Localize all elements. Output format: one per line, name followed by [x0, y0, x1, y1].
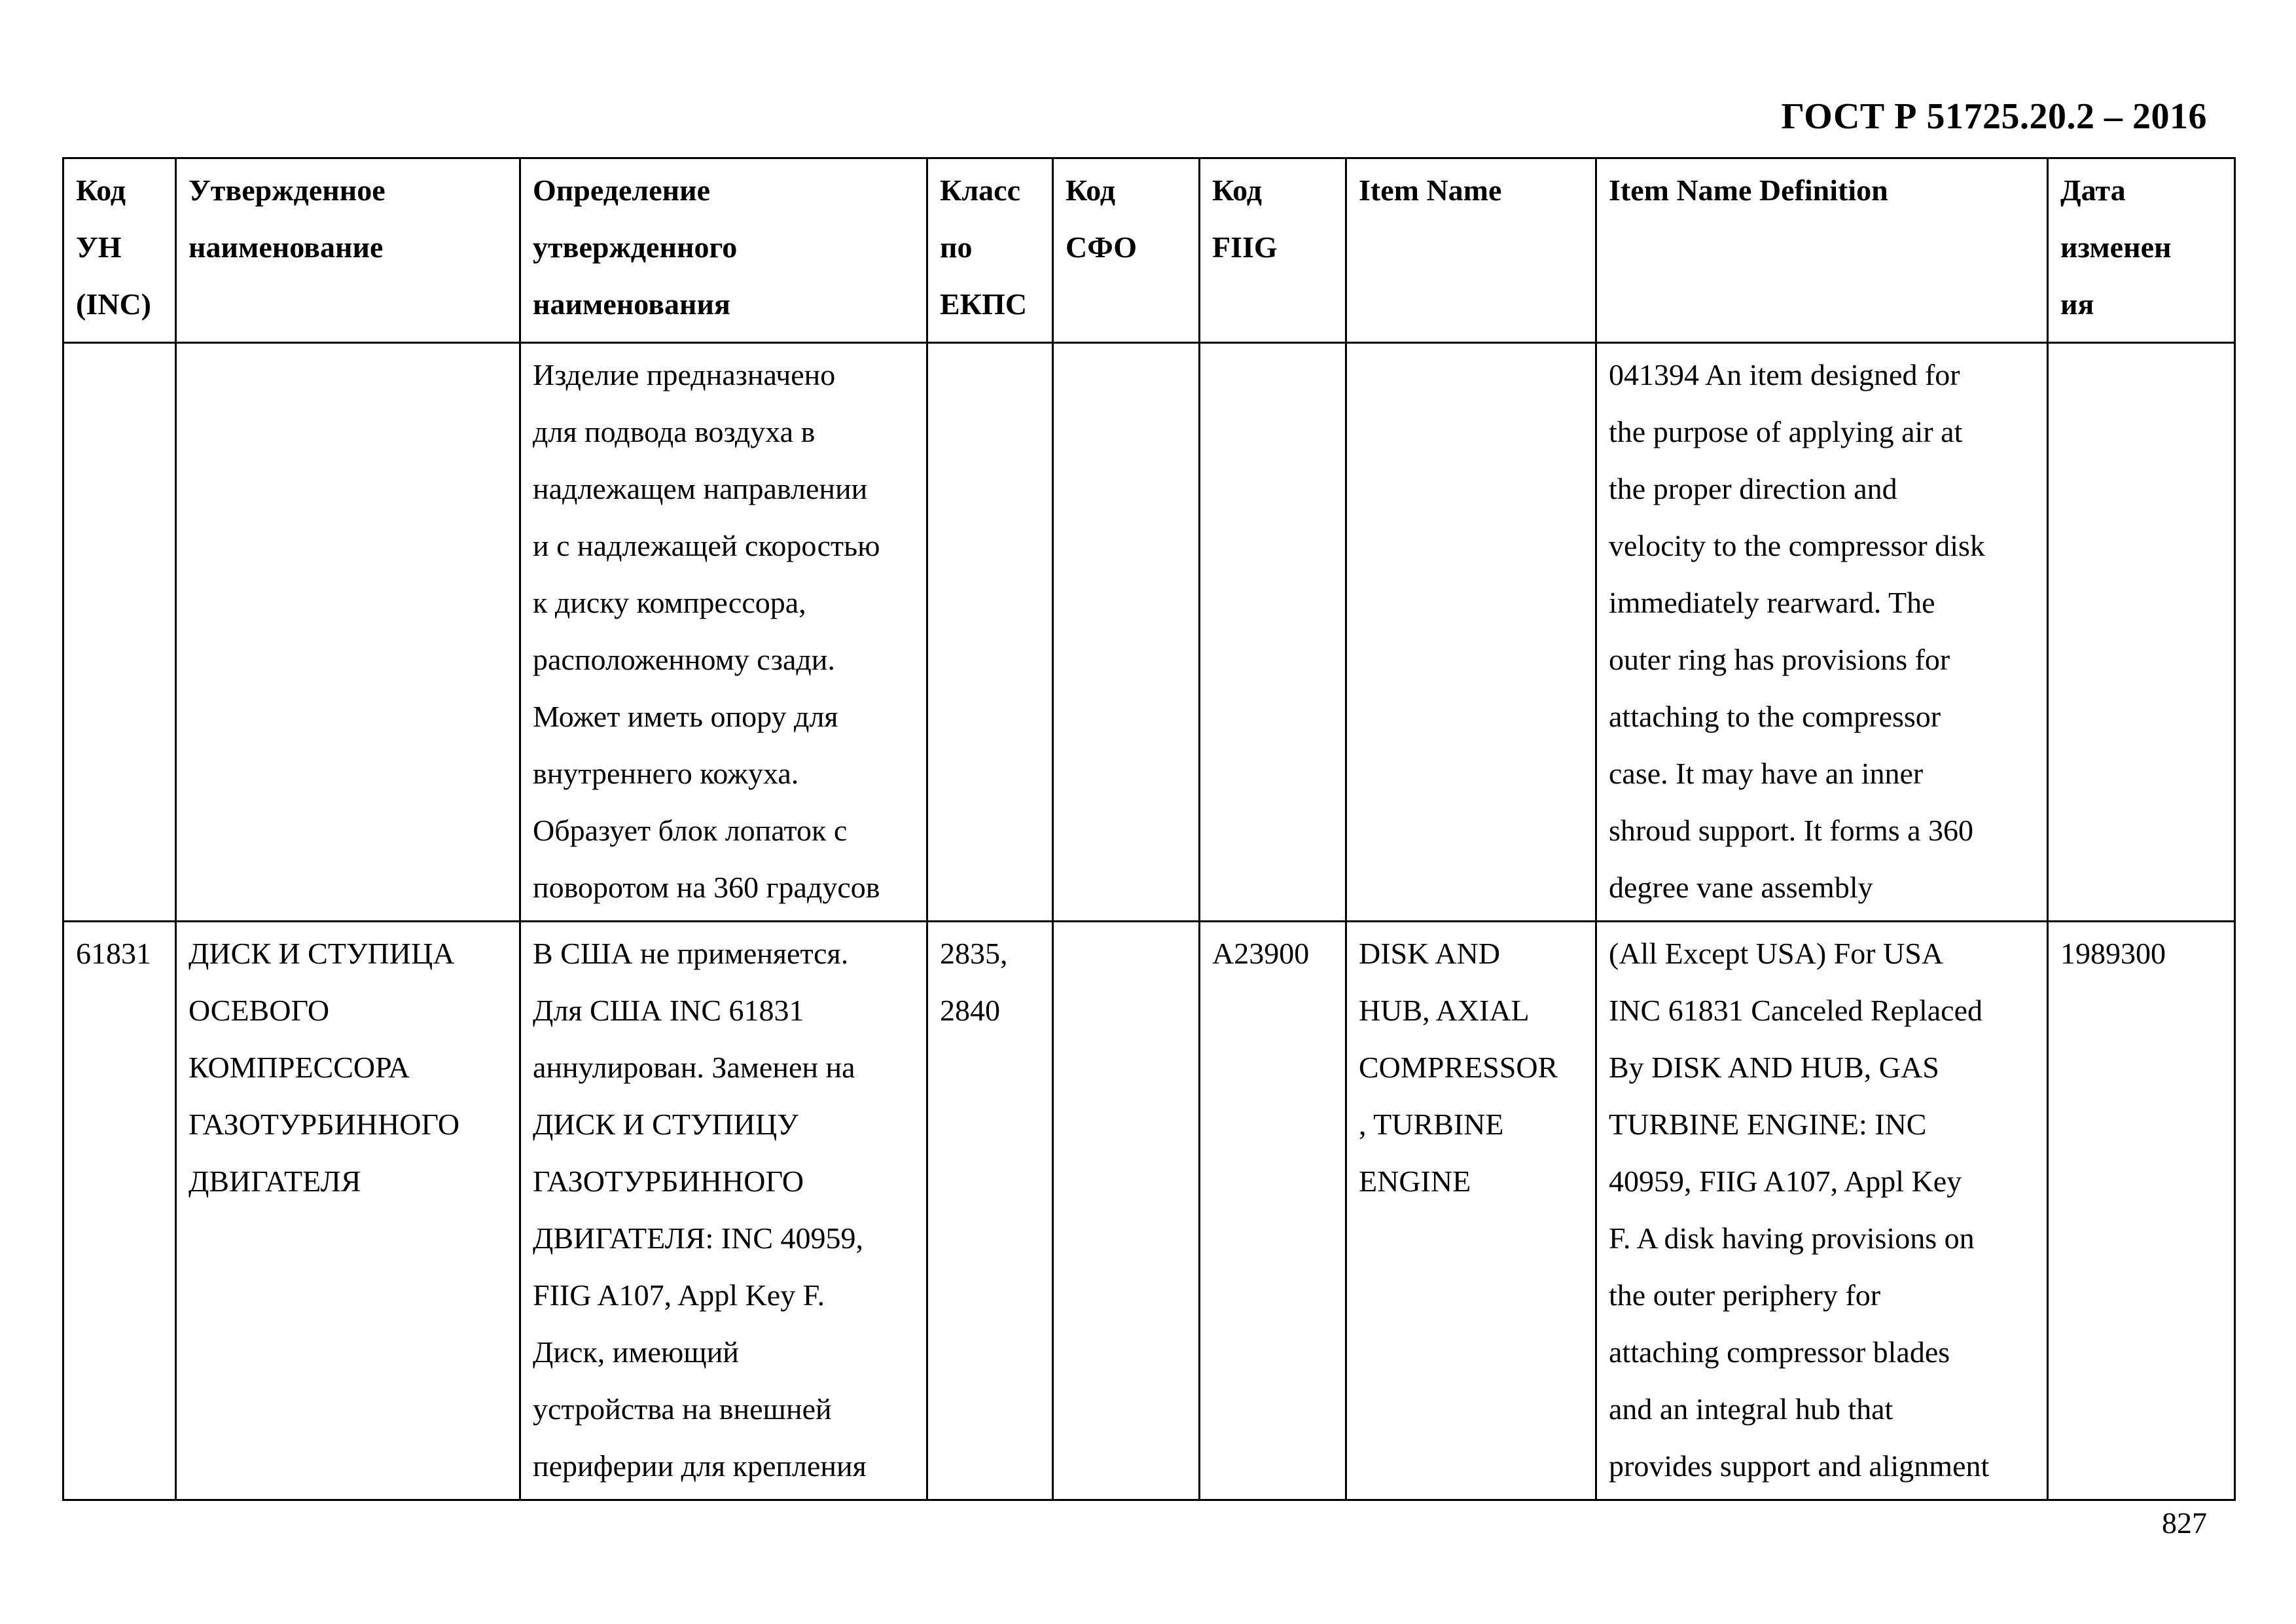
- cell-text-line: ОСЕВОГО: [188, 994, 330, 1027]
- cell-text-line: Код: [1066, 173, 1116, 207]
- cell-text-line: HUB, AXIAL: [1359, 994, 1530, 1027]
- cell-text-line: утвержденного: [533, 230, 738, 264]
- cell-text-line: attaching compressor blades: [1609, 1335, 1950, 1369]
- cell-text-line: F. A disk having provisions on: [1609, 1221, 1975, 1255]
- cell-text-line: 40959, FIIG A107, Appl Key: [1609, 1164, 1962, 1198]
- cell-text-line: FIIG A107, Appl Key F.: [533, 1278, 825, 1312]
- cell-item-name-definition: [1596, 343, 2048, 922]
- cell-approved-name: [176, 922, 520, 1500]
- cell-item-name: [1346, 343, 1596, 922]
- cell-text-line: Диск, имеющий: [533, 1335, 739, 1369]
- table-header-row: [63, 158, 2235, 343]
- cell-text-line: the purpose of applying air at: [1609, 415, 1963, 448]
- cell-text-line: аннулирован. Заменен на: [533, 1051, 855, 1084]
- cell-text-line: для подвода воздуха в: [533, 415, 816, 448]
- cell-text-line: TURBINE ENGINE: INC: [1609, 1108, 1927, 1141]
- cell-text-line: УН: [76, 230, 122, 264]
- cell-approved-name: [176, 343, 520, 922]
- cell-text-line: ENGINE: [1359, 1164, 1471, 1198]
- page-number: 827: [2162, 1506, 2207, 1540]
- cell-text-line: Определение: [533, 173, 711, 207]
- cell-text-line: по: [940, 230, 973, 264]
- cell-text-line: ГАЗОТУРБИННОГО: [533, 1164, 804, 1198]
- cell-text-line: outer ring has provisions for: [1609, 643, 1950, 676]
- cell-text-line: и с надлежащей скоростью: [533, 529, 880, 562]
- cell-inc: [63, 343, 176, 922]
- cell-text-line: Код: [1212, 173, 1263, 207]
- cell-sfo: [1053, 343, 1200, 922]
- cell-definition: [520, 922, 927, 1500]
- cell-text-line: Образует блок лопаток с: [533, 814, 848, 847]
- cell-text-line: shroud support. It forms a 360: [1609, 814, 1974, 847]
- cell-text-line: Класс: [940, 173, 1020, 207]
- cell-change-date: [2048, 922, 2235, 1500]
- cell-text-line: (INC): [76, 287, 151, 321]
- cell-text-line: and an integral hub that: [1609, 1392, 1893, 1426]
- cell-text-line: (All Except USA) For USA: [1609, 937, 1944, 970]
- table-row: [63, 343, 2235, 922]
- cell-class: [927, 922, 1053, 1500]
- cell-text-line: СФО: [1066, 230, 1138, 264]
- cell-text-line: DISK AND: [1359, 937, 1500, 970]
- cell-text-line: периферии для крепления: [533, 1449, 867, 1483]
- cell-text-line: INC 61831 Canceled Replaced: [1609, 994, 1982, 1027]
- cell-text-line: ДВИГАТЕЛЯ: INC 40959,: [533, 1221, 864, 1255]
- cell-text-line: provides support and alignment: [1609, 1449, 1990, 1483]
- cell-inc: [63, 922, 176, 1500]
- header-definition: [520, 158, 927, 343]
- cell-text-line: поворотом на 360 градусов: [533, 871, 880, 904]
- cell-text-line: ДВИГАТЕЛЯ: [188, 1164, 361, 1198]
- cell-change-date: [2048, 343, 2235, 922]
- cell-text-line: 2840: [940, 994, 1000, 1027]
- header-approved-name: [176, 158, 520, 343]
- cell-text-line: the proper direction and: [1609, 472, 1897, 505]
- cell-text-line: ДИСК И СТУПИЦУ: [533, 1108, 798, 1141]
- cell-text-line: 2835,: [940, 937, 1008, 970]
- cell-text-line: velocity to the compressor disk: [1609, 529, 1985, 562]
- cell-text-line: Для США INC 61831: [533, 994, 804, 1027]
- cell-text-line: immediately rearward. The: [1609, 586, 1935, 619]
- cell-text-line: Утвержденное: [188, 173, 386, 207]
- header-sfo: [1053, 158, 1200, 343]
- cell-definition: [520, 343, 927, 922]
- cell-text-line: ГАЗОТУРБИННОГО: [188, 1108, 460, 1141]
- cell-text-line: ДИСК И СТУПИЦА: [188, 937, 455, 970]
- registry-table: [62, 157, 2236, 1501]
- cell-text-line: By DISK AND HUB, GAS: [1609, 1051, 1939, 1084]
- cell-text-line: КОМПРЕССОРА: [188, 1051, 410, 1084]
- cell-text-line: надлежащем направлении: [533, 472, 868, 505]
- cell-text-line: ия: [2060, 287, 2094, 321]
- cell-text-line: A23900: [1212, 937, 1310, 970]
- cell-text-line: наименования: [533, 287, 730, 321]
- cell-item-name-definition: [1596, 922, 2048, 1500]
- cell-text-line: ЕКПС: [940, 287, 1028, 321]
- cell-text-line: 61831: [76, 937, 151, 970]
- cell-text-line: Может иметь опору для: [533, 700, 838, 733]
- cell-fiig: [1200, 343, 1346, 922]
- cell-text-line: изменен: [2060, 230, 2172, 264]
- cell-text-line: Дата: [2060, 173, 2126, 207]
- document-header: ГОСТ Р 51725.20.2 – 2016: [1781, 96, 2207, 137]
- cell-sfo: [1053, 922, 1200, 1500]
- cell-text-line: В США не применяется.: [533, 937, 849, 970]
- cell-text-line: case. It may have an inner: [1609, 757, 1924, 790]
- cell-text-line: COMPRESSOR: [1359, 1051, 1558, 1084]
- cell-text-line: degree vane assembly: [1609, 871, 1873, 904]
- cell-text-line: attaching to the compressor: [1609, 700, 1941, 733]
- cell-text-line: к диску компрессора,: [533, 586, 806, 619]
- header-change-date: [2048, 158, 2235, 343]
- header-inc: [63, 158, 176, 343]
- cell-text-line: 041394 An item designed for: [1609, 358, 1960, 391]
- cell-text-line: устройства на внешней: [533, 1392, 832, 1426]
- cell-class: [927, 343, 1053, 922]
- cell-text-line: наименование: [188, 230, 384, 264]
- cell-text-line: Item Name: [1359, 173, 1502, 207]
- cell-text-line: Код: [76, 173, 126, 207]
- header-class: [927, 158, 1053, 343]
- cell-text-line: внутреннего кожуха.: [533, 757, 799, 790]
- cell-text-line: Item Name Definition: [1609, 173, 1888, 207]
- cell-text-line: Изделие предназначено: [533, 358, 836, 391]
- table-row: [63, 922, 2235, 1500]
- cell-text-line: 1989300: [2060, 937, 2166, 970]
- cell-text-line: , TURBINE: [1359, 1108, 1504, 1141]
- header-item-name-definition: [1596, 158, 2048, 343]
- cell-item-name: [1346, 922, 1596, 1500]
- cell-fiig: [1200, 922, 1346, 1500]
- header-fiig: [1200, 158, 1346, 343]
- header-item-name: [1346, 158, 1596, 343]
- cell-text-line: the outer periphery for: [1609, 1278, 1881, 1312]
- cell-text-line: FIIG: [1212, 230, 1278, 264]
- cell-text-line: расположенному сзади.: [533, 643, 835, 676]
